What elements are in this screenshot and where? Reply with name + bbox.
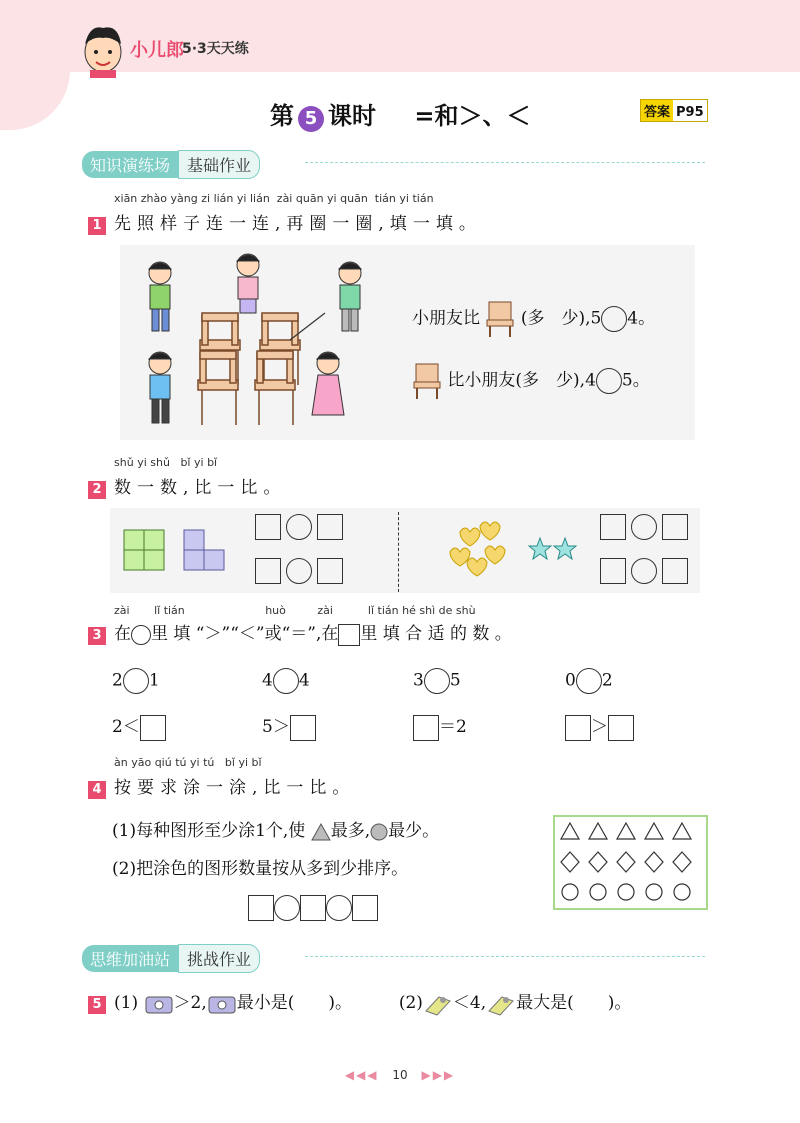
kids-chairs-illustration [120, 245, 405, 440]
answer-badge[interactable] [640, 99, 708, 122]
expr: 5＞ [262, 717, 290, 737]
py: tián [412, 192, 434, 205]
q1-line1 [412, 300, 702, 338]
q3-r2-3 [413, 712, 467, 741]
title-prefix: 第 [270, 102, 294, 130]
num: 0 [565, 670, 576, 691]
ch: 一 [286, 778, 310, 798]
py: tián [163, 604, 185, 617]
py: àn [114, 756, 128, 769]
q3-pinyin [114, 604, 512, 617]
q4-sub1-b: 最多, [330, 821, 371, 841]
ch: 一 [206, 778, 229, 798]
num: 2 [601, 670, 613, 691]
q4-sub1-a: (1)每种图形至少涂1个,使 [112, 821, 306, 841]
py: lián [249, 192, 270, 205]
py: yi [399, 192, 409, 205]
triangle-icon [311, 823, 331, 841]
ch: 一 [229, 214, 252, 234]
ch: 数 [114, 478, 137, 498]
py: shǔ [150, 456, 170, 469]
answer-box[interactable] [317, 514, 343, 540]
py: yi [327, 192, 337, 205]
q5-p2-b: ＜4, [452, 993, 487, 1013]
py: tú [175, 756, 187, 769]
answer-circle[interactable] [424, 668, 450, 694]
ch: 。 [332, 778, 356, 798]
num: 4 [262, 670, 273, 691]
py: tián [377, 604, 399, 617]
q5-p1-c: 最小是( )。 [236, 993, 352, 1013]
title-suffix: 课时 [328, 102, 376, 130]
q3-r1-2 [262, 668, 310, 694]
q5-p2-c: 最大是( )。 [516, 993, 632, 1013]
ch: 比 [240, 478, 264, 498]
q1-line [88, 209, 482, 235]
chair-icon [485, 300, 515, 338]
answer-circle[interactable] [273, 668, 299, 694]
q1-number: 1 [88, 217, 106, 235]
q3-text-b: 里 填 “＞”“＜”或“＝”,在 [151, 624, 339, 644]
q1-block [88, 192, 482, 235]
py: xiān [114, 192, 138, 205]
ch: 涂 [183, 778, 206, 798]
ch: 要 [137, 778, 160, 798]
section-divider [305, 956, 705, 957]
ch: 比 [309, 778, 333, 798]
ch: 涂 [229, 778, 252, 798]
ch: 圈 [309, 214, 333, 234]
q4-sub2: (2)把涂色的图形数量按从多到少排序。 [112, 859, 409, 879]
q1-line2-b: 5。 [621, 370, 650, 391]
ch: 一 [217, 478, 241, 498]
ch: ,再 [275, 214, 310, 234]
q3-text-c: 里 填 合 适 的 数 。 [360, 624, 512, 644]
q3-line [88, 619, 512, 646]
section-sub: 基础作业 [178, 150, 260, 179]
py: zài [114, 604, 130, 617]
shapes-grid [555, 817, 706, 908]
ch: 先 [114, 214, 137, 234]
q1-line1-c: 4。 [627, 308, 656, 329]
q5-p1-b: ＞2, [173, 993, 207, 1013]
answer-label: 答案 [641, 100, 673, 121]
q4-sub1-c: 最少。 [388, 821, 440, 841]
answer-circle[interactable] [576, 668, 602, 694]
py: quān [295, 192, 324, 205]
ch: ,比 [252, 778, 287, 798]
shapes-panel [553, 815, 708, 910]
expr: 2＜ [112, 717, 140, 737]
section-basic [82, 150, 260, 176]
py: lǐ [154, 604, 161, 617]
q3-number: 3 [88, 627, 106, 645]
q2-right-row1 [600, 514, 688, 540]
ch: 。 [263, 478, 287, 498]
ch: ,比 [183, 478, 218, 498]
q4-number: 4 [88, 781, 106, 799]
ch: 样 [160, 214, 183, 234]
py: yi [238, 756, 249, 769]
q2-number: 2 [88, 481, 106, 499]
q1-pinyin [114, 192, 482, 205]
q2-left-row2 [255, 558, 343, 584]
q3-r2-1 [112, 712, 166, 741]
q3-text-a: 在 [114, 624, 131, 644]
ch: 。 [458, 214, 482, 234]
ch: ,填 [378, 214, 413, 234]
num: 2 [112, 670, 123, 691]
q3-r1-1 [112, 668, 160, 694]
answer-box[interactable] [255, 514, 281, 540]
q3-r2-4 [565, 712, 634, 741]
answer-circle[interactable] [596, 368, 622, 394]
answer-box[interactable] [662, 514, 688, 540]
answer-box[interactable] [140, 715, 166, 741]
q4-block [88, 756, 355, 799]
py: yàng [170, 192, 198, 205]
q1-line2-a: 比小朋友(多 少),4 [447, 370, 596, 391]
q4-text [114, 778, 355, 798]
py: de [438, 604, 453, 617]
q3-r1-4 [565, 668, 613, 694]
py: yāo [131, 756, 152, 769]
ch: 数 [160, 478, 183, 498]
clip-icon [486, 991, 516, 1017]
py: yi [190, 756, 200, 769]
py: yi [137, 456, 147, 469]
py: lǐ [367, 604, 375, 617]
answer-page: P95 [676, 105, 704, 120]
header-curve [0, 60, 70, 130]
py: zài [317, 604, 333, 617]
q1-line2 [412, 362, 702, 400]
title-topic: =和＞、＜ [414, 102, 531, 130]
q2-line [88, 473, 286, 499]
py: shù [455, 604, 476, 617]
ch: 一 [137, 478, 160, 498]
py: tú [203, 756, 215, 769]
circle-icon [370, 823, 388, 841]
answer-circle[interactable] [286, 558, 312, 584]
section-tag: 知识演练场 [82, 151, 178, 178]
section-sub: 挑战作业 [178, 944, 260, 973]
q2-text [114, 478, 286, 498]
answer-box[interactable] [413, 715, 439, 741]
answer-circle[interactable] [123, 668, 149, 694]
answer-box[interactable] [352, 895, 378, 921]
brand-name: 小儿郎 [130, 40, 184, 61]
q1-text [114, 214, 482, 234]
answer-box[interactable] [600, 514, 626, 540]
py: qiú [154, 756, 172, 769]
py: quān [340, 192, 368, 205]
q4-sub1 [112, 816, 439, 841]
hearts-stars-illustration [445, 520, 585, 580]
sharpener-icon [207, 991, 237, 1017]
py: huò [265, 604, 286, 617]
num: 1 [148, 670, 160, 691]
clip-icon [423, 991, 453, 1017]
answer-box[interactable] [255, 558, 281, 584]
py: bǐ [180, 456, 191, 469]
ch: 填 [435, 214, 459, 234]
series-name: 5·3天天练 [182, 41, 249, 57]
q4-order-row [248, 895, 378, 921]
answer-circle[interactable] [326, 895, 352, 921]
ch: 照 [137, 214, 160, 234]
q4-pinyin [114, 756, 355, 769]
expr: ＞ [591, 717, 608, 737]
py: lián [213, 192, 234, 205]
q2-divider [398, 512, 399, 592]
lesson-number: 5 [298, 106, 324, 132]
ch: 连 [252, 214, 275, 234]
py: yi [236, 192, 247, 205]
mascot-logo [80, 22, 126, 78]
page-footer [0, 1068, 800, 1082]
q3-block [88, 604, 512, 646]
py: zhào [140, 192, 167, 205]
answer-circle[interactable] [631, 514, 657, 540]
py: bǐ [224, 756, 235, 769]
py: hé [402, 604, 416, 617]
q3-r2-2 [262, 712, 316, 741]
answer-circle[interactable] [286, 514, 312, 540]
answer-box[interactable] [600, 558, 626, 584]
ch: 一 [412, 214, 436, 234]
q5-p2-a: (2) [398, 993, 423, 1013]
answer-circle[interactable] [631, 558, 657, 584]
q2-left-row1 [255, 514, 343, 540]
ch: 按 [114, 778, 137, 798]
page-number: 10 [392, 1068, 408, 1082]
py: shǔ [114, 456, 134, 469]
answer-box[interactable] [608, 715, 634, 741]
py: bǐ [251, 756, 262, 769]
page-title [270, 96, 530, 132]
py: zài [276, 192, 293, 205]
py: shì [419, 604, 436, 617]
py: bǐ [207, 456, 218, 469]
q4-line [88, 773, 355, 799]
num: 5 [449, 670, 461, 691]
answer-box[interactable] [248, 895, 274, 921]
answer-box[interactable] [317, 558, 343, 584]
section-divider [305, 162, 705, 163]
ch: 子 [183, 214, 206, 234]
prev-arrows: ◀◀◀ [344, 1068, 379, 1082]
chair-icon [412, 362, 442, 400]
ch: 连 [206, 214, 229, 234]
num: 3 [413, 670, 424, 691]
box-symbol [338, 624, 360, 646]
answer-circle[interactable] [601, 306, 627, 332]
ch: 圈 [355, 214, 379, 234]
ch: 一 [332, 214, 356, 234]
ch: 求 [160, 778, 183, 798]
circle-symbol [131, 625, 151, 645]
next-arrows: ▶▶▶ [421, 1068, 456, 1082]
answer-box[interactable] [290, 715, 316, 741]
q3-r1-3 [413, 668, 461, 694]
cubes-illustration [120, 520, 240, 580]
py: tián [374, 192, 396, 205]
section-challenge [82, 944, 260, 970]
expr: ＝2 [439, 717, 467, 737]
answer-box[interactable] [565, 715, 591, 741]
sharpener-icon [144, 991, 174, 1017]
num: 4 [298, 670, 310, 691]
q1-line1-a: 小朋友比 [412, 308, 480, 329]
q2-pinyin [114, 456, 286, 469]
answer-circle[interactable] [274, 895, 300, 921]
q2-block [88, 456, 286, 499]
py: zi [201, 192, 211, 205]
q5-line [88, 988, 631, 1017]
q1-line1-b: (多 少),5 [520, 308, 602, 329]
q5-number: 5 [88, 996, 106, 1014]
q5-p1-a: (1) [114, 993, 139, 1013]
answer-box[interactable] [300, 895, 326, 921]
q2-right-row2 [600, 558, 688, 584]
answer-box[interactable] [662, 558, 688, 584]
py: yi [194, 456, 204, 469]
section-tag: 思维加油站 [82, 945, 178, 972]
